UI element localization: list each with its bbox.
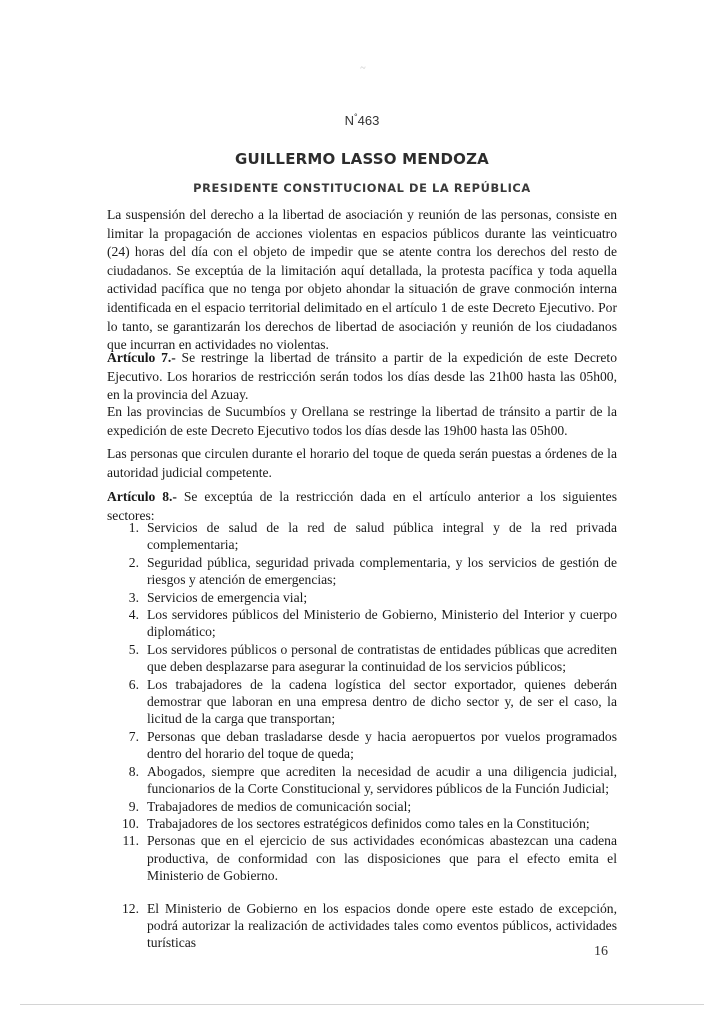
list-item-text: Servicios de emergencia vial; — [147, 589, 308, 605]
list-item-number: 5. — [128, 641, 139, 657]
list-item — [107, 832, 617, 884]
list-item-text: Seguridad pública, seguridad privada complementaria, y los servicios de gestión de riesgos y atención de emergencias; — [147, 554, 617, 588]
list-item-number: 2. — [128, 554, 139, 570]
list-item-text: Personas que deban trasladarse desde y hacia aeropuertos por vuelos programados dentro del horario del toque de queda; — [147, 728, 617, 762]
decree-number — [0, 112, 724, 128]
decree-number-prefix: N — [344, 113, 355, 128]
list-item-number: 6. — [128, 676, 139, 692]
paragraph-curfew-violators: Las personas que circulen durante el horario del toque de queda serán puestas a órdenes de la autoridad judicial competente. — [107, 446, 617, 480]
list-item-text: Los servidores públicos o personal de contratistas de entidades públicas que acrediten que deben desplazarse para asegurar la continuidad de los servicios públicos; — [147, 641, 617, 675]
list-item-text: Servicios de salud de la red de salud pública integral y de la red privada complementaria; — [147, 520, 617, 553]
exception-list — [107, 519, 617, 952]
list-item — [107, 900, 617, 952]
list-item-text: Los trabajadores de la cadena logística del sector exportador, quienes deberán demostrar que laboran en una empresa dentro de dicho sector y, de ser el caso, la licitud de la carga que transportan; — [147, 676, 617, 727]
list-item — [107, 798, 617, 815]
list-item — [107, 554, 617, 589]
president-name: GUILLERMO LASSO MENDOZA — [235, 150, 489, 168]
list-item-text: Abogados, siempre que acrediten la necesidad de acudir a una diligencia judicial, funcionarios de la Corte Constitucional y, servidores públicos de la Función Judicial; — [147, 763, 617, 797]
decree-number-degree: ° — [354, 112, 358, 122]
list-item-text: El Ministerio de Gobierno en los espacios donde opere este estado de excepción, podrá autorizar la realización de actividades tales como eventos públicos, actividades turísticas — [147, 900, 617, 951]
footer-rule — [20, 1004, 704, 1005]
list-item-number: 8. — [128, 763, 139, 779]
page-number: 16 — [594, 944, 608, 959]
list-item-number: 9. — [128, 798, 139, 814]
list-item — [107, 606, 617, 641]
seal-mark: ~ — [360, 63, 366, 74]
list-item-number: 3. — [128, 589, 139, 605]
list-item-number: 11. — [122, 833, 139, 849]
list-item — [107, 589, 617, 606]
list-item-number: 7. — [128, 728, 139, 744]
article-8-label: Artículo 8.- — [107, 489, 177, 504]
list-item-number: 4. — [128, 607, 139, 623]
list-item — [107, 815, 617, 832]
list-item-text: Los servidores públicos del Ministerio de Gobierno, Ministerio del Interior y cuerpo diplomático; — [147, 607, 617, 640]
paragraph-association: La suspensión del derecho a la libertad de asociación y reunión de las personas, consiste en limitar la propagación de acciones violentas en espacios públicos durante las veinticuatro (24) horas del día con el objeto de impedir que se atente contra los derechos del resto de ciudadanos. Se exceptúa de la limitación aquí detallada, la protesta pacífica y toda aquella actividad pacífica que no tenga por objeto ahondar la situación de grave conmoción interna identificada en el espacio territorial delimitado en el artículo 1 de este Decreto Ejecutivo. Por lo tanto, se garantizarán los derechos de libertad de asociación y reunión de los ciudadanos que incurran en actividades no violentas. — [107, 207, 617, 353]
list-item-text: Trabajadores de medios de comunicación social; — [147, 798, 412, 814]
article-8-text: Se exceptúa de la restricción dada en el artículo anterior a los siguientes sectores: — [107, 489, 617, 523]
list-item — [107, 728, 617, 763]
list-item-number: 1. — [128, 520, 139, 535]
president-title: PRESIDENTE CONSTITUCIONAL DE LA REPÚBLICA — [193, 181, 531, 195]
list-item — [107, 641, 617, 676]
paragraph-article-7 — [107, 349, 617, 405]
list-item — [107, 763, 617, 798]
decree-number-value: 463 — [357, 113, 380, 128]
list-item-number: 10. — [122, 815, 139, 831]
article-7-text: Se restringe la libertad de tránsito a partir de la expedición de este Decreto Ejecutivo. Los horarios de restricción serán todos los días desde las 21h00 hasta las 05h00, en la provincia del Azuay. — [107, 350, 617, 403]
list-item — [107, 676, 617, 728]
paragraph-sucumbios-orellana: En las provincias de Sucumbíos y Orellana se restringe la libertad de tránsito a partir de la expedición de este Decreto Ejecutivo todos los días desde las 19h00 hasta las 05h00. — [107, 404, 617, 438]
list-item-text: Personas que en el ejercicio de sus actividades económicas abastezcan una cadena productiva, de conformidad con las disposiciones que para el efecto emita el Ministerio de Gobierno. — [147, 833, 617, 884]
list-item — [107, 519, 617, 554]
list-item-text: Trabajadores de los sectores estratégicos definidos como tales en la Constitución; — [147, 815, 590, 831]
article-7-label: Artículo 7.- — [107, 350, 176, 365]
list-item-number: 12. — [122, 900, 139, 916]
